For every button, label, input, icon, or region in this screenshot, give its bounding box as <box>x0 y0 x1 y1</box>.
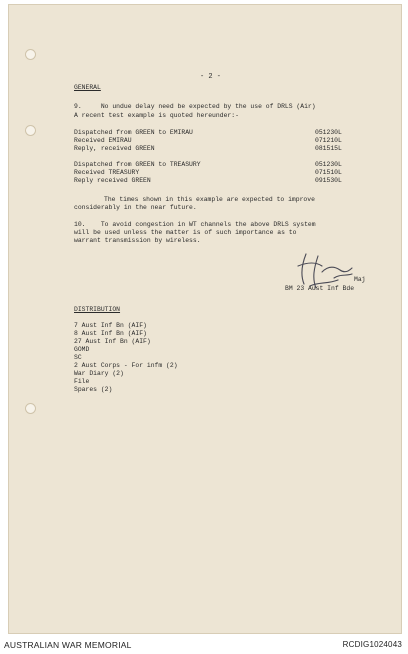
distribution-item: 2 Aust Corps - For infm (2) <box>74 362 178 369</box>
punch-hole-middle <box>25 125 36 136</box>
times-note-line1: The times shown in this example are expected to improve <box>104 196 315 203</box>
footer-record-id: RCDIG1024043 <box>342 640 402 649</box>
distribution-item: File <box>74 378 90 385</box>
test1-row-time: 071210L <box>315 137 342 144</box>
punch-hole-top <box>25 49 36 60</box>
test1-row-label: Received EMIRAU <box>74 137 132 144</box>
test2-row-time: 051230L <box>315 161 342 168</box>
test2-row-label: Dispatched from GREEN to TREASURY <box>74 161 201 168</box>
signatory-rank: Maj <box>354 276 366 283</box>
footer-archive-name: AUSTRALIAN WAR MEMORIAL <box>4 640 132 650</box>
para10-line2: will be used unless the matter is of such importance as to <box>74 229 297 236</box>
distribution-item: 27 Aust Inf Bn (AIF) <box>74 338 151 345</box>
distribution-item: Spares (2) <box>74 386 113 393</box>
test1-row-time: 051230L <box>315 129 342 136</box>
para9-line1: 9. No undue delay need be expected by the use of DRLS (Air) <box>74 103 316 110</box>
distribution-heading: DISTRIBUTION <box>74 306 121 313</box>
page-number: - 2 - <box>200 73 222 81</box>
test1-row-time: 081515L <box>315 145 342 152</box>
test1-row-label: Dispatched from GREEN to EMIRAU <box>74 129 193 136</box>
test2-row-time: 071510L <box>315 169 342 176</box>
test2-row-time: 091530L <box>315 177 342 184</box>
distribution-item: 8 Aust Inf Bn (AIF) <box>74 330 147 337</box>
section-heading: GENERAL <box>74 84 101 91</box>
para9-line2: A recent test example is quoted hereunder:- <box>74 112 239 119</box>
distribution-item: GOMD <box>74 346 90 353</box>
distribution-item: 7 Aust Inf Bn (AIF) <box>74 322 147 329</box>
times-note-line2: considerably in the near future. <box>74 204 197 211</box>
test2-row-label: Reply received GREEN <box>74 177 151 184</box>
distribution-item: War Diary (2) <box>74 370 124 377</box>
punch-hole-bottom <box>25 403 36 414</box>
document-page <box>8 4 402 634</box>
para10-line1: 10. To avoid congestion in WT channels the above DRLS system <box>74 221 316 228</box>
test2-row-label: Received TREASURY <box>74 169 140 176</box>
signatory-appointment: BM 23 Aust Inf Bde <box>285 285 355 292</box>
para10-line3: warrant transmission by wireless. <box>74 237 201 244</box>
test1-row-label: Reply, received GREEN <box>74 145 155 152</box>
distribution-item: SC <box>74 354 82 361</box>
